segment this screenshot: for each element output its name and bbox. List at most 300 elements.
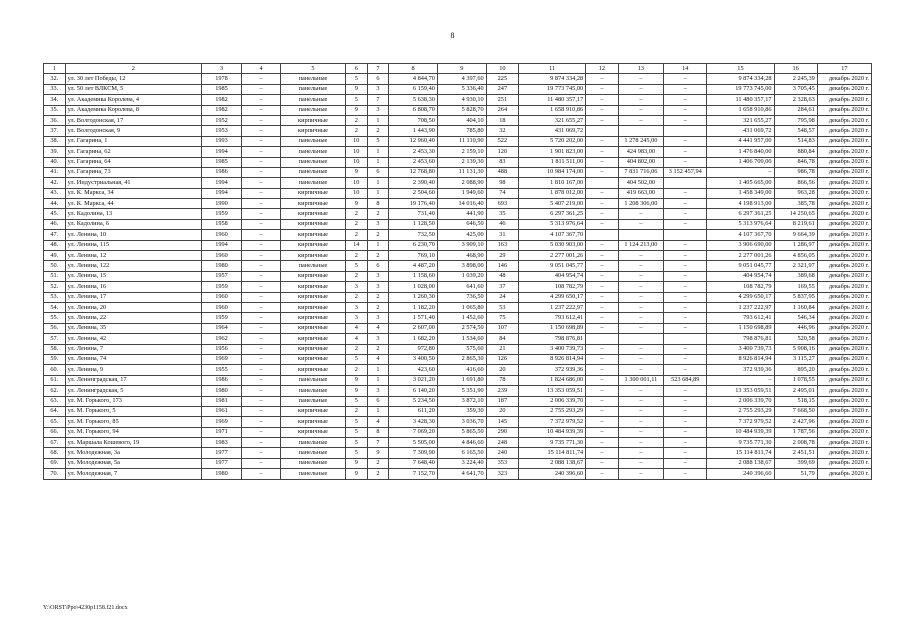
table-cell: 2 453,30	[389, 147, 438, 157]
table-cell: –	[242, 406, 281, 416]
table-cell: 1952	[202, 115, 242, 125]
table-cell: 48	[486, 271, 518, 281]
table-cell: 5	[345, 261, 367, 271]
table-cell: 5	[345, 396, 367, 406]
table-cell: 67.	[44, 438, 66, 448]
table-cell: –	[664, 219, 707, 229]
table-cell: 518,15	[774, 396, 817, 406]
table-cell: 6 140,20	[389, 386, 438, 396]
table-cell: 1 949,60	[437, 188, 486, 198]
table-cell: 2	[345, 344, 367, 354]
table-cell: 9	[345, 199, 367, 209]
table-cell: 1 476 840,00	[707, 147, 774, 157]
table-cell: 5 313 976,64	[519, 219, 586, 229]
table-cell: 1982	[202, 105, 242, 115]
table-cell: 35	[486, 209, 518, 219]
table-cell: 5	[345, 417, 367, 427]
table-cell: 1 039,20	[437, 271, 486, 281]
table-cell: 37.	[44, 126, 66, 136]
table-cell: ул. К. Маркса, 34	[65, 188, 201, 198]
table-cell: –	[242, 427, 281, 437]
table-cell: –	[618, 74, 663, 84]
table-cell: декабрь 2020 г.	[817, 365, 871, 375]
table-cell: 66.	[44, 427, 66, 437]
table-cell: кирпичные	[281, 230, 346, 240]
table-cell: –	[586, 240, 618, 250]
table-cell: 54.	[44, 302, 66, 312]
table-cell: –	[242, 136, 281, 146]
table-cell	[586, 178, 618, 188]
table-cell: ул. Ленина, 10	[65, 230, 201, 240]
table-row	[44, 375, 872, 385]
table-cell: 7 831 716,06	[618, 167, 663, 177]
column-header: 5	[281, 64, 346, 74]
table-cell: ул. Ленина, 15	[65, 271, 201, 281]
table-cell: ул. М. Горького, 173	[65, 396, 201, 406]
table-cell: –	[586, 115, 618, 125]
table-cell: ул. 50 лет ВЛКСМ, 5	[65, 84, 201, 94]
table-cell: –	[242, 282, 281, 292]
table-row	[44, 302, 872, 312]
table-row	[44, 167, 872, 177]
table-cell: –	[664, 469, 707, 479]
table-cell: 10 484 939,39	[707, 427, 774, 437]
table-cell: 404,10	[437, 115, 486, 125]
table-cell: 321 655,27	[707, 115, 774, 125]
table-cell: кирпичные	[281, 354, 346, 364]
table-cell: 33.	[44, 84, 66, 94]
table-cell: 9 735 771,30	[519, 438, 586, 448]
table-cell: 4	[367, 417, 389, 427]
table-cell: 353	[486, 458, 518, 468]
table-cell: 2	[345, 271, 367, 281]
table-cell: ул. Волгодонская, 17	[65, 115, 201, 125]
table-cell: 1959	[202, 209, 242, 219]
table-cell: –	[664, 386, 707, 396]
table-cell: 6 808,70	[389, 105, 438, 115]
table-cell: 2	[367, 469, 389, 479]
table-cell: 4 487,20	[389, 261, 438, 271]
table-cell: 145	[486, 417, 518, 427]
table-cell: 2	[367, 344, 389, 354]
table-row	[44, 323, 872, 333]
column-header: 10	[486, 64, 518, 74]
table-cell: 15 114 811,74	[707, 448, 774, 458]
table-cell: 404 802,00	[618, 157, 663, 167]
table-cell: 5	[345, 95, 367, 105]
table-cell: 11 480 357,17	[519, 95, 586, 105]
table-cell: 1980	[202, 386, 242, 396]
table-cell: 514,83	[774, 136, 817, 146]
table-cell: 63.	[44, 396, 66, 406]
table-cell: 18	[486, 115, 518, 125]
table-cell: 7 648,40	[389, 458, 438, 468]
table-cell: 1 278 245,00	[618, 136, 663, 146]
table-cell: 3	[367, 313, 389, 323]
table-cell: 240	[486, 448, 518, 458]
table-cell: –	[586, 105, 618, 115]
table-cell: –	[242, 105, 281, 115]
table-cell	[618, 126, 663, 136]
table-cell: 3 400 739,73	[519, 344, 586, 354]
table-cell: 84	[486, 334, 518, 344]
table-cell: декабрь 2020 г.	[817, 386, 871, 396]
table-cell: декабрь 2020 г.	[817, 458, 871, 468]
table-cell: кирпичные	[281, 365, 346, 375]
table-cell: 8	[367, 427, 389, 437]
table-cell: –	[664, 417, 707, 427]
table-cell: 65.	[44, 417, 66, 427]
table-cell: 3 400 739,73	[707, 344, 774, 354]
table-cell: –	[664, 136, 707, 146]
table-cell: декабрь 2020 г.	[817, 261, 871, 271]
table-cell: 1986	[202, 167, 242, 177]
table-cell: 1 810 167,00	[519, 178, 586, 188]
table-cell: декабрь 2020 г.	[817, 230, 871, 240]
table-cell: –	[586, 251, 618, 261]
table-row	[44, 282, 872, 292]
table-cell: –	[586, 438, 618, 448]
table-cell: –	[586, 188, 618, 198]
table-cell: 3 400,50	[389, 354, 438, 364]
table-row	[44, 126, 872, 136]
table-cell: 9 735 771,30	[707, 438, 774, 448]
table-cell: декабрь 2020 г.	[817, 240, 871, 250]
table-cell: 108 782,79	[519, 282, 586, 292]
table-cell: 522	[486, 136, 518, 146]
table-cell: 2 427,96	[774, 417, 817, 427]
table-cell: 520,58	[774, 334, 817, 344]
table-cell: кирпичные	[281, 188, 346, 198]
table-cell: 1985	[202, 157, 242, 167]
table-cell: 4 641,70	[437, 469, 486, 479]
table-cell: 372 939,36	[519, 365, 586, 375]
table-row	[44, 417, 872, 427]
table-cell: 9	[345, 105, 367, 115]
table-cell: –	[664, 396, 707, 406]
table-cell: –	[242, 396, 281, 406]
table-cell: 1 286,97	[774, 240, 817, 250]
table-row	[44, 240, 872, 250]
table-cell: –	[618, 427, 663, 437]
table-cell: 359,30	[437, 406, 486, 416]
table-cell: 120	[486, 147, 518, 157]
table-cell: 2 088 138,67	[519, 458, 586, 468]
column-header: 9	[437, 64, 486, 74]
table-cell: 3 705,45	[774, 84, 817, 94]
table-cell: декабрь 2020 г.	[817, 167, 871, 177]
table-cell: –	[586, 313, 618, 323]
table-cell: ул. Ленина, 16	[65, 282, 201, 292]
table-cell: 1 160,84	[774, 302, 817, 312]
table-cell: 2	[367, 126, 389, 136]
table-cell: 5	[345, 74, 367, 84]
table-cell: 12 960,40	[389, 136, 438, 146]
table-cell	[664, 334, 707, 344]
table-cell: 446,96	[774, 323, 817, 333]
table-cell: –	[618, 448, 663, 458]
table-cell: 1955	[202, 365, 242, 375]
table-cell: 11 110,90	[437, 136, 486, 146]
table-cell: 36.	[44, 115, 66, 125]
table-row	[44, 95, 872, 105]
table-cell: 49.	[44, 251, 66, 261]
table-cell: 736,50	[437, 292, 486, 302]
table-cell: 4 299 650,17	[519, 292, 586, 302]
table-cell: 5 638,30	[389, 95, 438, 105]
table-cell: 10	[345, 147, 367, 157]
table-cell: 5 336,40	[437, 84, 486, 94]
table-cell: 3 898,00	[437, 261, 486, 271]
table-cell: 6	[367, 167, 389, 177]
table-cell: –	[586, 199, 618, 209]
table-cell: –	[618, 365, 663, 375]
table-cell: декабрь 2020 г.	[817, 417, 871, 427]
table-row	[44, 271, 872, 281]
table-cell: –	[618, 271, 663, 281]
table-cell: 5	[345, 354, 367, 364]
table-cell	[618, 230, 663, 240]
table-cell: 1957	[202, 271, 242, 281]
table-cell: 2 451,51	[774, 448, 817, 458]
table-cell: 2 139,30	[437, 157, 486, 167]
table-cell: –	[618, 417, 663, 427]
table-cell: 2	[367, 209, 389, 219]
table-cell: –	[242, 209, 281, 219]
table-cell: 5 837,95	[774, 292, 817, 302]
table-cell: 19 773 745,00	[707, 84, 774, 94]
table-cell: ул. Ленина, 20	[65, 302, 201, 312]
table-cell: 61.	[44, 375, 66, 385]
table-cell: –	[664, 157, 707, 167]
table-cell: 2 390,40	[389, 178, 438, 188]
table-cell: 284,61	[774, 105, 817, 115]
table-cell: 2	[345, 230, 367, 240]
table-cell: –	[242, 344, 281, 354]
table-cell: –	[618, 438, 663, 448]
table-cell: 4	[345, 334, 367, 344]
table-cell: 793 612,41	[707, 313, 774, 323]
table-cell: 693	[486, 199, 518, 209]
table-cell: 2	[345, 365, 367, 375]
table-cell	[664, 230, 707, 240]
column-header: 4	[242, 64, 281, 74]
table-cell: 3	[345, 282, 367, 292]
table-cell: ул. К. Маркса, 44	[65, 199, 201, 209]
table-cell: –	[618, 354, 663, 364]
table-cell: –	[586, 84, 618, 94]
table-cell: 247	[486, 84, 518, 94]
table-cell: 32.	[44, 74, 66, 84]
table-cell: 9	[345, 84, 367, 94]
table-cell: 986,78	[774, 167, 817, 177]
column-header: 11	[519, 64, 586, 74]
table-cell: ул. 30 лет Победы, 12	[65, 74, 201, 84]
table-cell: –	[586, 365, 618, 375]
table-cell: –	[618, 406, 663, 416]
table-cell: –	[242, 188, 281, 198]
table-cell: 7	[367, 95, 389, 105]
table-cell: 68.	[44, 448, 66, 458]
table-cell: 424 983,00	[618, 147, 663, 157]
table-cell: 4 107 367,70	[519, 230, 586, 240]
table-cell: 83	[486, 157, 518, 167]
table-cell: декабрь 2020 г.	[817, 469, 871, 479]
table-cell: –	[586, 427, 618, 437]
table-cell: –	[586, 458, 618, 468]
table-cell: 895,20	[774, 365, 817, 375]
table-cell: декабрь 2020 г.	[817, 251, 871, 261]
table-cell: –	[618, 95, 663, 105]
table-cell: декабрь 2020 г.	[817, 313, 871, 323]
table-cell: 1 901 823,00	[519, 147, 586, 157]
table-cell: 57.	[44, 334, 66, 344]
table-cell	[664, 178, 707, 188]
table-cell: ул. Гагарина, 73	[65, 167, 201, 177]
table-cell: 5	[345, 427, 367, 437]
table-cell: 3	[367, 219, 389, 229]
table-row	[44, 74, 872, 84]
table-cell: ул. Ленина, 12	[65, 251, 201, 261]
table-cell: –	[618, 282, 663, 292]
table-cell: 7 309,90	[389, 448, 438, 458]
table-cell: –	[618, 105, 663, 115]
table-cell: 15 114 811,74	[519, 448, 586, 458]
table-cell: 53.	[44, 292, 66, 302]
table-cell: –	[586, 344, 618, 354]
table-cell: –	[586, 386, 618, 396]
table-row	[44, 438, 872, 448]
table-cell: –	[618, 209, 663, 219]
page-number: 8	[450, 31, 455, 40]
table-cell: 11 131,30	[437, 167, 486, 177]
table-cell: 1983	[202, 438, 242, 448]
table-cell: 7 372 979,52	[519, 417, 586, 427]
table-cell: 8 926 814,94	[707, 354, 774, 364]
table-cell: 14 016,40	[437, 199, 486, 209]
table-cell: –	[242, 375, 281, 385]
table-cell: –	[242, 147, 281, 157]
table-cell: –	[707, 167, 774, 177]
table-cell: 1 691,80	[437, 375, 486, 385]
table-cell: –	[242, 126, 281, 136]
table-cell: 251	[486, 95, 518, 105]
table-cell: 239	[486, 386, 518, 396]
table-cell: 51,79	[774, 469, 817, 479]
table-cell: 1969	[202, 417, 242, 427]
table-cell: 1 787,56	[774, 427, 817, 437]
table-row	[44, 458, 872, 468]
table-cell: 6 159,40	[389, 84, 438, 94]
table-cell: 3	[367, 271, 389, 281]
column-header: 1	[44, 64, 66, 74]
table-cell: 2	[345, 292, 367, 302]
table-cell: ул. Молодежная, 7	[65, 469, 201, 479]
table-cell: панельные	[281, 136, 346, 146]
table-cell: 240 396,60	[707, 469, 774, 479]
table-cell: панельные	[281, 469, 346, 479]
table-cell: ул. Ленина, 122	[65, 261, 201, 271]
housing-register-table	[43, 63, 872, 480]
table-cell: кирпичные	[281, 292, 346, 302]
table-cell: 399,69	[774, 458, 817, 468]
table-cell: кирпичные	[281, 251, 346, 261]
table-cell: 1977	[202, 448, 242, 458]
table-cell: декабрь 2020 г.	[817, 105, 871, 115]
table-cell: –	[618, 302, 663, 312]
table-cell: –	[242, 438, 281, 448]
table-cell: 1 658 910,86	[519, 105, 586, 115]
table-cell: –	[664, 115, 707, 125]
table-cell: декабрь 2020 г.	[817, 209, 871, 219]
table-row	[44, 427, 872, 437]
table-cell: 404 954,74	[519, 271, 586, 281]
column-header: 16	[774, 64, 817, 74]
table-cell: 3 909,10	[437, 240, 486, 250]
table-cell: 78	[486, 375, 518, 385]
table-cell: 2	[345, 126, 367, 136]
table-cell: 5 234,50	[389, 396, 438, 406]
table-cell: 1985	[202, 84, 242, 94]
column-header: 13	[618, 64, 663, 74]
table-cell: 3	[345, 302, 367, 312]
table-cell: ул. Ленинградская, 5	[65, 386, 201, 396]
table-row	[44, 344, 872, 354]
table-cell: 7 152,70	[389, 469, 438, 479]
table-cell: 20	[486, 365, 518, 375]
table-cell: декабрь 2020 г.	[817, 147, 871, 157]
table-cell: ул. Гагарина, 64	[65, 157, 201, 167]
table-cell: 2 006 339,70	[707, 396, 774, 406]
table-cell: 2 088 138,67	[707, 458, 774, 468]
table-cell: –	[664, 458, 707, 468]
file-path-footer: Y:\ORST\Ppo\4230p1158.f21.docx	[43, 605, 128, 611]
table-cell: –	[586, 292, 618, 302]
table-cell: декабрь 2020 г.	[817, 126, 871, 136]
table-cell: кирпичные	[281, 199, 346, 209]
table-cell: –	[664, 188, 707, 198]
table-cell: –	[664, 74, 707, 84]
table-cell: 9	[345, 386, 367, 396]
table-cell: –	[586, 375, 618, 385]
table-cell: 1 158,60	[389, 271, 438, 281]
table-row	[44, 396, 872, 406]
column-header: 6	[345, 64, 367, 74]
table-cell: 4 846,60	[437, 438, 486, 448]
table-cell: –	[242, 84, 281, 94]
table-cell: –	[586, 282, 618, 292]
table-cell: 14 250,65	[774, 209, 817, 219]
table-cell: 1977	[202, 458, 242, 468]
table-cell: 2 574,50	[437, 323, 486, 333]
table-cell: декабрь 2020 г.	[817, 115, 871, 125]
table-cell: 1 182,20	[389, 302, 438, 312]
table-cell: –	[242, 354, 281, 364]
table-cell: 2 453,60	[389, 157, 438, 167]
table-cell: 2 277 001,26	[707, 251, 774, 261]
table-cell: 1	[367, 147, 389, 157]
table-cell: –	[664, 292, 707, 302]
table-cell: 1 458 349,00	[707, 188, 774, 198]
table-cell: панельные	[281, 375, 346, 385]
table-row	[44, 334, 872, 344]
table-cell: –	[242, 271, 281, 281]
table-cell: 2 321,97	[774, 261, 817, 271]
table-row	[44, 219, 872, 229]
table-cell: 62.	[44, 386, 66, 396]
table-cell: 1 452,60	[437, 313, 486, 323]
table-cell: 708,50	[389, 115, 438, 125]
